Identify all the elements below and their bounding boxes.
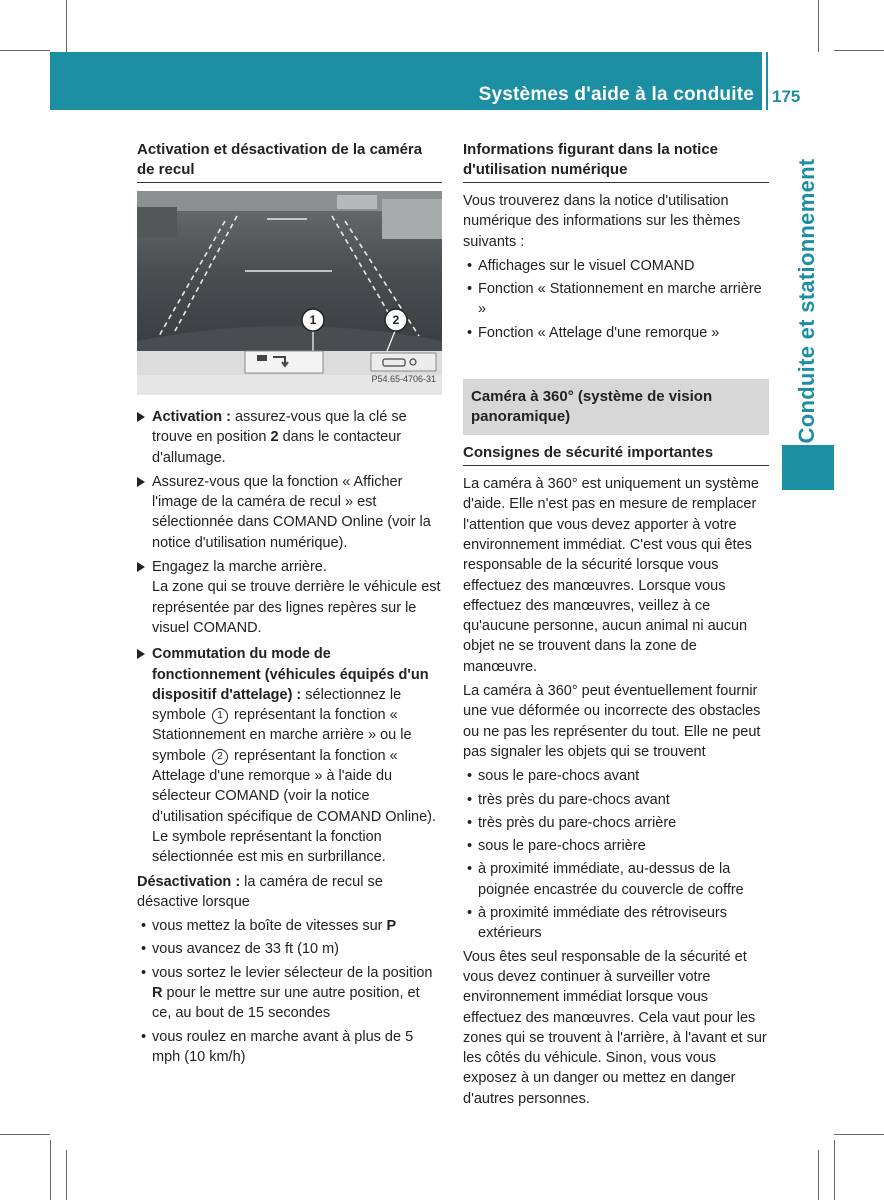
list-item: • Fonction « Stationnement en marche arrière » [463,279,769,320]
crop-mark [0,1134,50,1135]
list-item: • à proximité immédiate, au-dessus de la poignée encastrée du couvercle de coffre [463,859,769,900]
step-label: Commutation du mode de fonctionnement (véhicules équipés d'un dispositif d'attelage) : [152,646,429,703]
step-text: sélectionnez le symbole [152,686,402,724]
crop-mark [834,1134,884,1135]
crop-mark [834,50,884,51]
rear-camera-image [137,191,442,395]
crop-mark [818,0,819,52]
gear-position: R [152,985,163,1002]
crop-mark [834,1140,835,1200]
step-result: Le symbole représentant la fonction sélectionnée est mis en surbrillance. [152,828,386,866]
right-column [463,140,769,1113]
crop-mark [50,1140,51,1200]
safety-paragraph: La caméra à 360° est uniquement un système d'aide. Elle n'est pas en mesure de remplacer l'attention que vous devez apporter à votre environnement immédiat. C'est vous qui êtes responsable de la sécurité lorsque vous effectuez des manœuvres. Lorsque vous effectuez des manœuvres, veillez à ce qu'aucune personne, aucun animal ni aucun objet ne se trouvent dans la zone de manœuvre. [463,476,759,675]
list-item: • très près du pare-chocs avant [463,790,769,810]
step-arrow-icon [137,562,145,572]
step-result: La zone qui se trouve derrière le véhicule est représentée par des lignes repères sur le visuel COMAND. [152,579,441,636]
list-item: • très près du pare-chocs arrière [463,813,769,833]
side-tab [781,158,833,443]
step-reverse-gear [137,557,442,638]
safety-heading: Consignes de sécurité importantes [463,443,769,466]
step-select-option [137,472,442,553]
deactivation-paragraph [137,872,442,913]
list-item-text: vous avancez de 33 ft (10 m) [152,941,339,958]
step-text: représentant la fonction « Attelage d'une remorque » à l'aide du sélecteur COMAND (voir la notice d'utilisation spécifique de COMAND Online). [152,747,437,825]
key-position: 2 [270,429,279,446]
step-text: dans le contacteur d'allumage. [152,429,402,466]
crop-mark [66,1150,67,1200]
header-separator [766,52,768,110]
symbol-2-icon: 2 [212,749,228,765]
crop-mark [818,1150,819,1200]
figure-code: P54.65-4706-31 [371,373,436,384]
step-activation [137,407,442,468]
camera-figure [137,191,442,395]
list-item: • Affichages sur le visuel COMAND [463,256,769,276]
list-item [137,1027,442,1068]
box-heading: Caméra à 360° (système de vision panoramique) [471,388,713,426]
list-item-text: pour le mettre sur une autre position, et ce, au bout de 15 secondes [152,985,420,1022]
left-column [137,140,442,1070]
step-arrow-icon [137,649,145,659]
deactivation-label: Désactivation : [137,873,241,890]
step-switch-mode [137,644,442,867]
list-item: • sous le pare-chocs arrière [463,836,769,856]
step-text: Assurez-vous que la fonction « Afficher l'image de la caméra de recul » est sélectionnée dans COMAND Online (voir la notice d'utilisation numérique). [152,473,431,551]
safety-paragraph: La caméra à 360° peut éventuellement fournir une vue déformée ou incorrecte des obstacles ou ne pas les représenter du tout. Elle ne peut pas signaler les objets qui se trouvent [463,683,761,760]
list-item: • sous le pare-chocs avant [463,766,769,786]
header-bar [50,52,762,110]
list-item [137,916,442,936]
list-item: • Fonction « Attelage d'une remorque » [463,323,769,343]
topics-list [463,256,769,343]
section-heading: Activation et désactivation de la caméra de recul [137,140,442,183]
step-text: assurez-vous que la clé se trouve en position [152,409,407,446]
objects-list [463,766,769,943]
step-text: représentant la fonction « Stationnement en marche arrière » ou le symbole [152,707,412,764]
marker-1: 1 [309,313,317,327]
deactivation-text: la caméra de recul se désactive lorsque [137,873,383,910]
side-tab-block [782,445,834,490]
side-tab-label: Conduite et stationnement [794,158,819,443]
page-title: Systèmes d'aide à la conduite [478,84,754,105]
list-item [137,939,442,959]
page-number: 175 [772,87,801,106]
step-arrow-icon [137,412,145,422]
marker-2: 2 [392,313,400,327]
symbol-1-icon: 1 [212,708,228,724]
crop-mark [0,50,50,51]
list-item-text: vous mettez la boîte de vitesses sur [152,918,387,935]
section-box [463,379,769,435]
step-text: Engagez la marche arrière. [152,559,327,576]
gear-position: P [386,918,397,935]
intro-paragraph: Vous trouverez dans la notice d'utilisation numérique des informations sur les thèmes suivants : [463,193,741,250]
section-heading: Informations figurant dans la notice d'utilisation numérique [463,140,769,183]
list-item: • à proximité immédiate des rétroviseurs extérieurs [463,903,769,944]
crop-mark [66,0,67,52]
list-item-text: vous sortez le levier sélecteur de la position [152,964,433,981]
list-item [137,963,442,1024]
step-label: Activation : [152,409,231,425]
list-item-text: vous roulez en marche avant à plus de 5 mph (10 km/h) [152,1028,414,1065]
deactivation-list [137,916,442,1067]
safety-paragraph: Vous êtes seul responsable de la sécurité et vous devez continuer à surveiller votre environnement immédiat lorsque vous effectuez des manœuvres. Cela vaut pour les zones qui se trouvent à l'arrière, à l'avant et sur les côtés du véhicule. Sinon, vous vous exposez à un danger ou mettez en danger d'autres personnes. [463,948,767,1107]
step-arrow-icon [137,477,145,487]
